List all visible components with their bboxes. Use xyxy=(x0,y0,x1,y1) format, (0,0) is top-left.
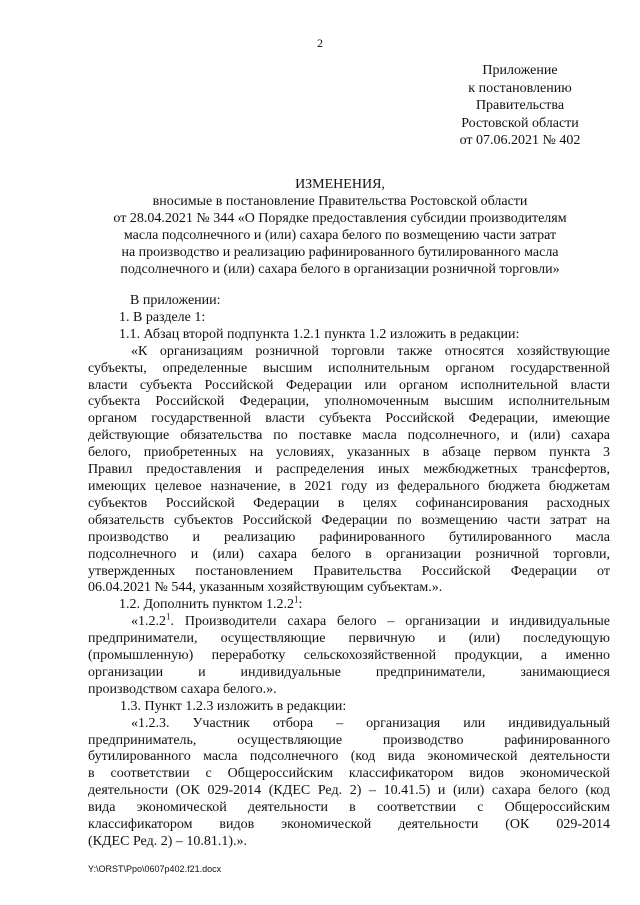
quote-number: «1.2.2 xyxy=(131,614,166,630)
quote-block-1 xyxy=(88,344,610,598)
document-title xyxy=(80,176,600,278)
quote-line: белого, приобретенных на условиях, указанных в абзаце первом пункта 3 xyxy=(88,445,610,461)
annex-line: от 07.06.2021 № 402 xyxy=(459,133,581,148)
quote-text: . Производители сахара белого – организации и индивидуальные xyxy=(170,614,610,630)
annex-line: Приложение xyxy=(482,63,558,78)
superscript: 1 xyxy=(166,611,171,622)
quote-line: «К организациям розничной торговли также относятся хозяйствующие xyxy=(131,343,610,359)
quote-line: организации и индивидуальные предприниматели, занимающиеся xyxy=(88,664,610,680)
quote-line: субъектов Российской Федерации в целях софинансирования расходных xyxy=(88,495,610,511)
quote-line: 06.04.2021 № 544, указанным хозяйствующим субъектам.». xyxy=(88,580,443,596)
quote-line: в соответствии с Общероссийским классификатором видов экономической xyxy=(88,766,610,782)
quote-line: вида экономической деятельности в соответствии с Общероссийским xyxy=(88,800,610,816)
annex-line: Ростовской области xyxy=(461,115,579,131)
quote-line: деятельности (ОК 029-2014 (КДЕС Ред. 2) – 10.41.5) и (или) сахара белого (код xyxy=(88,783,610,799)
quote-line xyxy=(88,611,610,631)
annex-line: Правительства xyxy=(475,98,565,113)
annex-line: к постановлению xyxy=(468,80,572,96)
file-path-footer: Y:\ORST\Ppo\0607p402.f21.docx xyxy=(88,864,222,874)
quote-line: предприниматель, осуществляющие производство рафинированного xyxy=(88,732,610,748)
quote-line: субъекты, определенные высшим исполнительным органом государственной xyxy=(88,360,610,376)
item-1-2-text: 1.2. Дополнить пунктом 1.2.2 xyxy=(119,597,294,613)
item-1-2-colon: : xyxy=(298,597,303,613)
quote-line: субъекта Российской Федерации, уполномоченным высшим исполнительным xyxy=(88,394,610,410)
quote-line: подсолнечного и (или) сахара белого в организации розничной торговли, xyxy=(88,546,610,562)
paragraph-item-1-3: 1.3. Пункт 1.2.3 изложить в редакции: xyxy=(120,698,347,714)
annex-header xyxy=(440,62,600,150)
title-line: вносимые в постановление Правительства Ростовской области xyxy=(152,194,528,209)
quote-line: органом государственной власти субъекта Российской Федерации, имеющие xyxy=(88,411,610,427)
quote-line: бутилированного масла подсолнечного (код вида экономической деятельности xyxy=(88,749,610,765)
quote-line: производством сахара белого.». xyxy=(88,681,277,697)
quote-line: Правил предоставления и распределения иных межбюджетных трансфертов, xyxy=(88,462,610,478)
paragraph-item-1-1: 1.1. Абзац второй подпункта 1.2.1 пункта 1.2 изложить в редакции: xyxy=(119,326,520,342)
title-heading: ИЗМЕНЕНИЯ, xyxy=(295,177,385,192)
paragraph-intro: В приложении: xyxy=(130,293,221,308)
title-line: подсолнечного и (или) сахара белого в организации розничной торговли» xyxy=(120,262,560,277)
quote-line: классификатором видов экономической деятельности (ОК 029-2014 xyxy=(88,817,610,833)
quote-line: «1.2.3. Участник отбора – организация или индивидуальный xyxy=(131,715,610,731)
paragraph-section: 1. В разделе 1: xyxy=(119,309,206,325)
quote-block-3 xyxy=(88,716,610,851)
quote-line: утвержденных постановлением Правительства Российской Федерации от xyxy=(88,563,610,579)
quote-line: действующие обязательства по поставке масла подсолнечного, и (или) сахара xyxy=(88,428,610,444)
title-line: на производство и реализацию рафинированного бутилированного масла xyxy=(121,245,559,260)
page-number: 2 xyxy=(317,36,323,50)
quote-line: предприниматели, осуществляющие первичную и (или) последующую xyxy=(88,631,610,647)
title-line: от 28.04.2021 № 344 «О Порядке предоставления субсидии производителям xyxy=(113,211,567,226)
quote-line: (КДЕС Ред. 2) – 10.81.1).». xyxy=(88,834,248,849)
quote-line: производство и реализацию рафинированного бутилированного масла xyxy=(88,529,610,545)
quote-line: власти субъекта Российской Федерации или органом исполнительной власти xyxy=(88,377,610,393)
quote-line: имеющих целевое назначение, в 2021 году из федерального бюджета бюджетам xyxy=(88,478,610,494)
quote-line: обязательств субъектов Российской Федерации по возмещению части затрат на xyxy=(88,512,610,528)
quote-line: (промышленную) переработку сельскохозяйственной продукции, а именно xyxy=(88,648,610,664)
quote-block-2 xyxy=(88,611,610,699)
document-body xyxy=(88,293,610,851)
superscript: 1 xyxy=(293,594,299,605)
title-line: масла подсолнечного и (или) сахара белого по возмещению части затрат xyxy=(123,228,557,243)
